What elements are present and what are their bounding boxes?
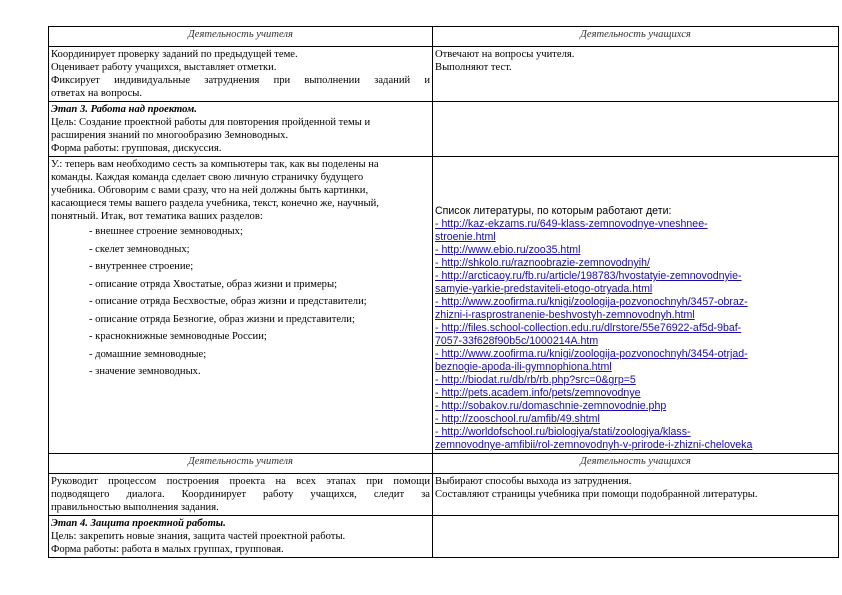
text-line: Оценивает работу учащихся, выставляет отметки. — [51, 62, 277, 73]
literature-link[interactable]: - http://zooschool.ru/amfib/49.shtml — [435, 413, 600, 425]
literature-link[interactable]: - http://www.zoofirma.ru/knigi/zoologija-pozvonochnyh/3454-otrjad- — [435, 348, 748, 360]
stage-title: Этап 4. Защита проектной работы. — [51, 518, 226, 529]
literature-link[interactable]: - http://sobakov.ru/domaschnie-zemnovodnie.php — [435, 400, 667, 412]
literature-link[interactable]: zhizni-i-rasprostranenie-beshvostyh-zemnovodnyh.html — [435, 309, 695, 321]
text-line: ответах на вопросы. — [51, 88, 143, 99]
list-item: - описание отряда Бесхвостые, образ жизни и представители; — [89, 296, 367, 307]
literature-link[interactable]: - http://www.ebio.ru/zoo35.html — [435, 244, 581, 256]
text-line: Составляют страницы учебника при помощи подобранной литературы. — [435, 489, 758, 500]
literature-link[interactable]: - http://pets.academ.info/pets/zemnovodnye — [435, 387, 641, 399]
teacher-activity-cell — [49, 474, 433, 516]
text-line: правильностью выполнения задания. — [51, 502, 219, 513]
text-line: команды. Каждая команда сделает свою личную страничку будущего — [51, 172, 364, 183]
table-header-row — [49, 454, 839, 474]
list-item: - значение земноводных. — [89, 366, 201, 377]
literature-link[interactable]: samyie-yarkie-predstaviteli-etogo-otryada.html — [435, 283, 653, 295]
text-line: Цель: Создание проектной работы для повторения пройденной темы и — [51, 117, 371, 128]
literature-link[interactable]: - http://shkolo.ru/raznoobrazie-zemnovodnyih/ — [435, 257, 650, 269]
lesson-plan-table — [48, 26, 839, 558]
text-line: Выполняют тест. — [435, 62, 512, 73]
list-item: - описание отряда Хвостатые, образ жизни и примеры; — [89, 278, 338, 290]
table-row — [49, 474, 839, 516]
literature-link[interactable]: - http://arcticaoy.ru/fb.ru/article/198783/hvostatyie-zemnovodnyie- — [435, 270, 742, 282]
stage-title: Этап 3. Работа над проектом. — [51, 104, 197, 115]
literature-cell — [433, 157, 839, 454]
literature-link[interactable]: - http://files.school-collection.edu.ru/dlrstore/55e76922-af5d-9baf- — [435, 322, 742, 334]
text-line: Координирует проверку заданий по предыдущей теме. — [51, 49, 298, 60]
text-line: Отвечают на вопросы учителя. — [435, 49, 575, 60]
list-item: - домашние земноводные; — [89, 348, 207, 360]
text-line: Цель: закрепить новые знания, защита частей проектной работы. — [51, 531, 346, 542]
literature-link[interactable]: - http://kaz-ekzams.ru/649-klass-zemnovodnye-vneshnee- — [435, 218, 708, 230]
empty-cell — [433, 102, 839, 157]
list-item: - внутреннее строение; — [89, 261, 194, 272]
teacher-activity-cell — [49, 47, 433, 102]
literature-link[interactable]: beznogie-apoda-ili-gymnophiona.html — [435, 361, 612, 373]
column-header-students: Деятельность учащихся — [433, 27, 839, 47]
table-header-row — [49, 27, 839, 47]
text-line: Руководит процессом построения проекта на всех этапах при помощи — [51, 476, 430, 487]
literature-link[interactable]: - http://worldofschool.ru/biologiya/stati/zoologiya/klass- — [435, 426, 691, 438]
text-line: Форма работы: групповая, дискуссия. — [51, 143, 222, 154]
text-line: понятный. Итак, вот тематика ваших разделов: — [51, 211, 263, 222]
text-line: расширения знаний по многообразию Земноводных. — [51, 130, 289, 141]
column-header-teacher: Деятельность учителя — [49, 454, 433, 474]
teacher-instructions-cell — [49, 157, 433, 454]
student-activity-cell — [433, 474, 839, 516]
column-header-students: Деятельность учащихся — [433, 454, 839, 474]
table-row — [49, 157, 839, 454]
literature-link[interactable]: - http://biodat.ru/db/rb/rb.php?src=0&grp=5 — [435, 374, 636, 386]
empty-cell — [433, 516, 839, 558]
list-item: - скелет земноводных; — [89, 243, 190, 255]
literature-link[interactable]: stroenie.html — [435, 231, 496, 243]
table-row — [49, 47, 839, 102]
literature-link[interactable]: 7057-33f628f90b5c/1000214A.htm — [435, 335, 599, 347]
stage-3-cell — [49, 102, 433, 157]
text-line: Фиксирует индивидуальные затруднения при выполнении заданий и — [51, 75, 430, 86]
list-item: - описание отряда Безногие, образ жизни и представители; — [89, 313, 355, 325]
table-row — [49, 516, 839, 558]
stage-4-cell — [49, 516, 433, 558]
text-line: Выбирают способы выхода из затруднения. — [435, 476, 632, 487]
text-line: касающиеся темы вашего раздела учебника, текст, конечно же, научный, — [51, 198, 379, 209]
text-line: Форма работы: работа в малых группах, групповая. — [51, 544, 284, 555]
column-header-teacher: Деятельность учителя — [49, 27, 433, 47]
student-activity-cell — [433, 47, 839, 102]
list-item: - внешнее строение земноводных; — [89, 226, 243, 237]
table-row — [49, 102, 839, 157]
literature-link[interactable]: - http://www.zoofirma.ru/knigi/zoologija-pozvonochnyh/3457-obraz- — [435, 296, 748, 308]
text-line: У.: теперь вам необходимо сесть за компьютеры так, как вы поделены на — [51, 159, 379, 170]
list-item: - краснокнижные земноводные России; — [89, 331, 267, 342]
text-line: учебника. Обговорим с вами сразу, что на ней должны быть картинки, — [51, 185, 369, 196]
literature-link[interactable]: zemnovodnye-amfibii/rol-zemnovodnyh-v-prirode-i-zhizni-cheloveka — [435, 439, 753, 451]
text-line: подводящего диалога. Координирует работу учащихся, следит за — [51, 489, 430, 500]
literature-title: Список литературы, по которым работают дети: — [435, 205, 672, 217]
